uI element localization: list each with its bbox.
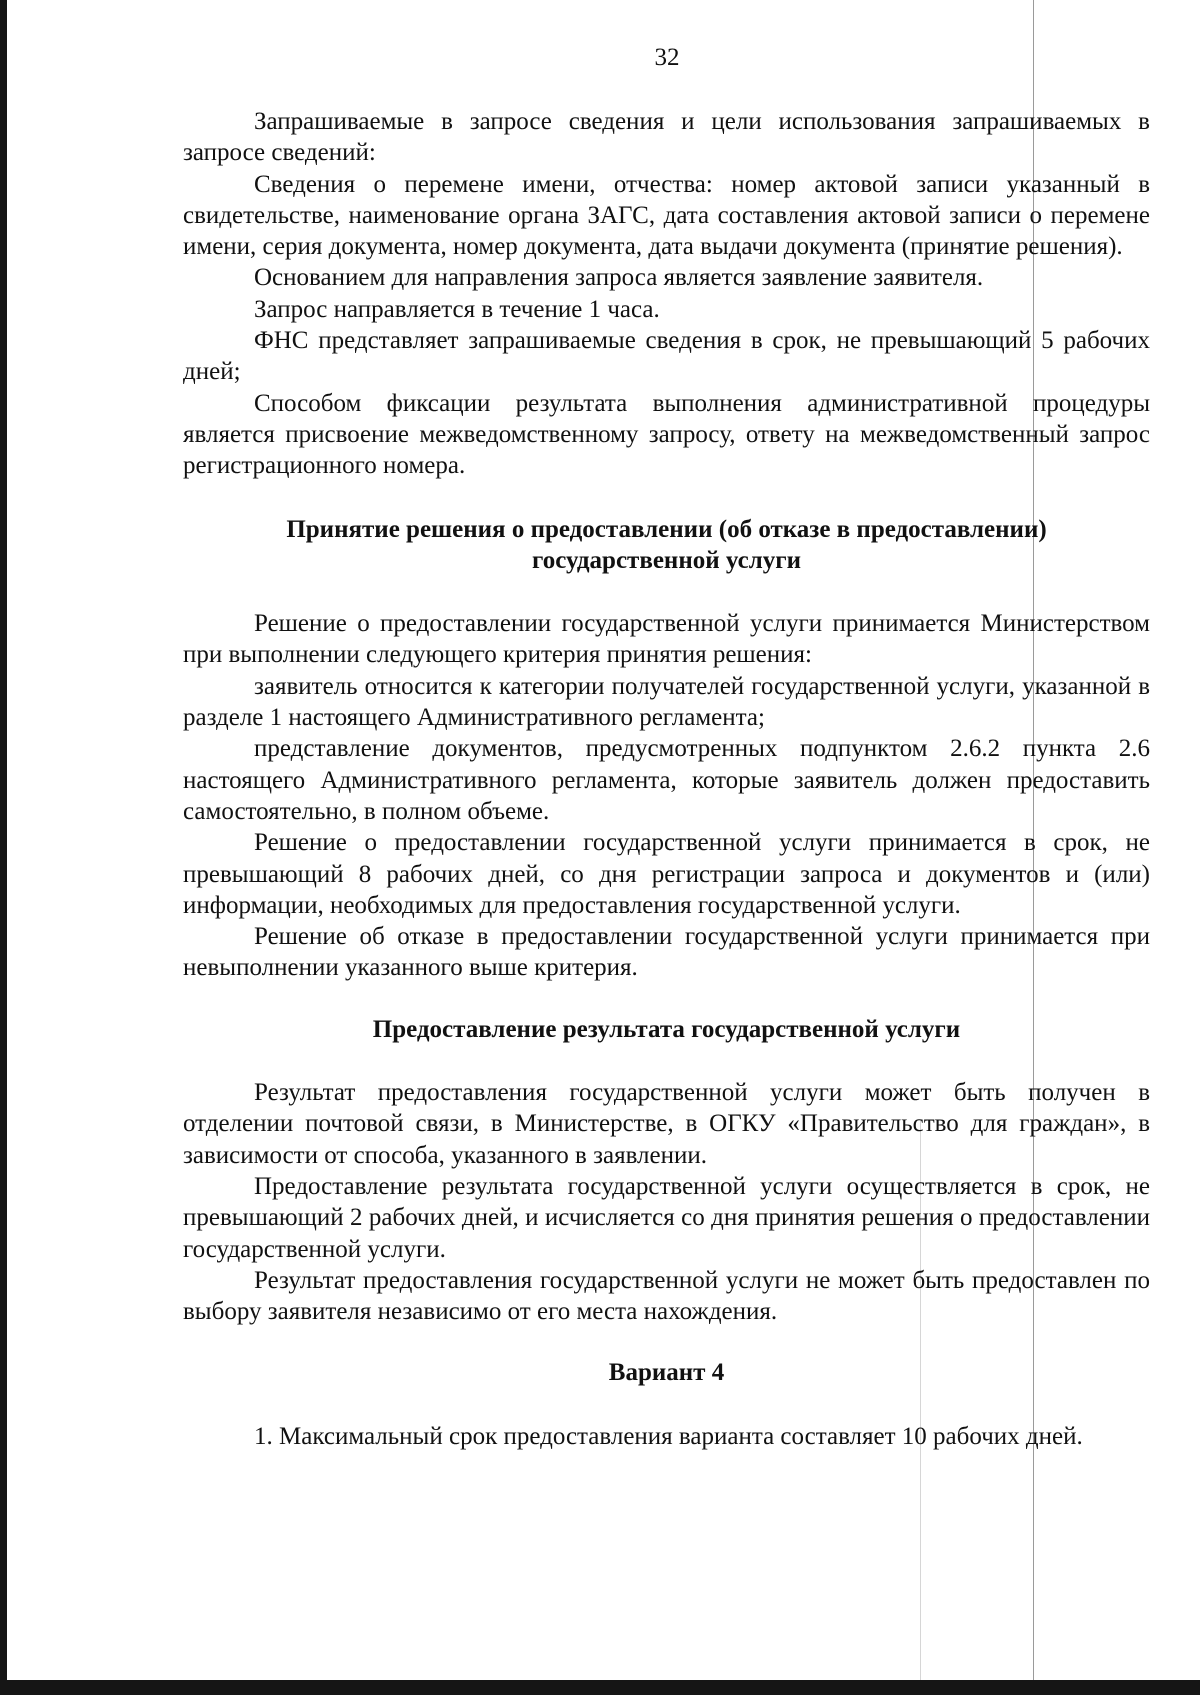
scan-edge-left — [0, 0, 7, 1695]
paragraph: Запрашиваемые в запросе сведения и цели использования запрашиваемых в запросе сведений: — [183, 108, 1150, 167]
scan-edge-bottom — [0, 1680, 1200, 1695]
section-heading-line: Принятие решения о предоставлении (об отказе в предоставлении) — [286, 515, 1047, 543]
section-heading-result — [183, 1014, 1150, 1045]
paragraph: заявитель относится к категории получателей государственной услуги, указанной в разделе 1 настоящего Административного регламента; — [183, 672, 1150, 732]
paragraph: Запрос направляется в течение 1 часа. — [254, 295, 660, 323]
paragraph: Предоставление результата государственной услуги осуществляется в срок, не превышающий 2 рабочих дней, и исчисляется со дня принятия решения о предоставлении государственной услуги. — [183, 1172, 1150, 1263]
paragraph: Решение о предоставлении государственной услуги принимается Министерством при выполнении следующего критерия принятия решения: — [183, 610, 1150, 669]
section-heading-line: Вариант 4 — [608, 1359, 725, 1387]
section-heading-decision — [183, 514, 1150, 577]
paragraph: Основанием для направления запроса является заявление заявителя. — [254, 264, 984, 292]
paragraph: представление документов, предусмотренных подпунктом 2.6.2 пункта 2.6 настоящего Административного регламента, которые заявитель должен предоставить самостоятельно, в полном объеме. — [183, 735, 1150, 825]
paragraph: Результат предоставления государственной услуги не может быть предоставлен по выбору заявителя независимо от его места нахождения. — [183, 1266, 1150, 1326]
paragraph: Способом фиксации результата выполнения административной процедуры является присвоение межведомственному запросу, ответу на межведомственный запрос регистрационного номера. — [183, 389, 1150, 480]
paragraph: 1. Максимальный срок предоставления варианта составляет 10 рабочих дней. — [254, 1422, 1083, 1450]
paragraph: ФНС представляет запрашиваемые сведения в срок, не превышающий 5 рабочих дней; — [183, 327, 1150, 386]
paragraph: Решение о предоставлении государственной услуги принимается в срок, не превышающий 8 рабочих дней, со дня регистрации запроса и документов и (или) информации, необходимых для предоставления государственной услуги. — [183, 829, 1150, 919]
page-number: 32 — [654, 44, 680, 71]
section-heading-line: государственной услуги — [531, 546, 802, 574]
paragraph: Результат предоставления государственной услуги может быть получен в отделении почтовой связи, в Министерстве, в ОГКУ «Правительство для граждан», в зависимости от способа, указанного в заявлении. — [183, 1079, 1150, 1169]
document-body — [183, 106, 1150, 1452]
paragraph: Сведения о перемене имени, отчества: номер актовой записи указанный в свидетельстве, наименование органа ЗАГС, дата составления актовой записи о перемене имени, серия документа, номер документа, дата выдачи документа (принятие решения). — [183, 170, 1150, 261]
section-heading-line: Предоставление результата государственной услуги — [372, 1015, 961, 1043]
section-heading-variant — [183, 1357, 1150, 1388]
paragraph: Решение об отказе в предоставлении государственной услуги принимается при невыполнении указанного выше критерия. — [183, 923, 1150, 982]
